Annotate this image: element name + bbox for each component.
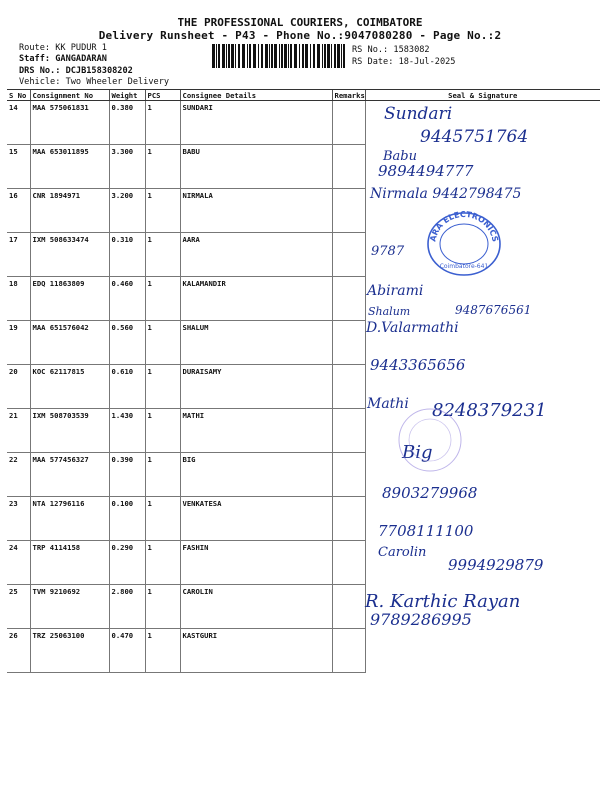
table-row bbox=[7, 541, 600, 585]
cell-sno: 21 bbox=[7, 409, 30, 453]
table-row bbox=[7, 365, 600, 409]
barcode bbox=[212, 44, 345, 68]
cell-seal-signature bbox=[365, 145, 600, 189]
cell-consignee: AARA bbox=[180, 233, 332, 277]
phone-row-26: 9789286995 bbox=[370, 610, 472, 629]
signature-row-25: Carolin bbox=[378, 545, 427, 560]
barcode-bar bbox=[299, 44, 300, 68]
cell-consignee: BABU bbox=[180, 145, 332, 189]
barcode-bar bbox=[242, 44, 245, 68]
cell-sno: 15 bbox=[7, 145, 30, 189]
cell-consignee: NIRMALA bbox=[180, 189, 332, 233]
barcode-bar bbox=[290, 44, 292, 68]
phone-row-20: 9443365656 bbox=[370, 356, 466, 374]
cell-weight: 1.430 bbox=[109, 409, 145, 453]
signature-row-23: 8903279968 bbox=[382, 484, 478, 502]
cell-consignment-no: MAA 575061831 bbox=[30, 101, 109, 145]
barcode-bar bbox=[261, 44, 263, 68]
cell-sno: 22 bbox=[7, 453, 30, 497]
cell-pcs: 1 bbox=[145, 497, 180, 541]
signature-row-19: Shalum bbox=[368, 305, 411, 318]
barcode-bar bbox=[279, 44, 280, 68]
cell-consignment-no: IXM 508633474 bbox=[30, 233, 109, 277]
barcode-bar bbox=[305, 44, 308, 68]
staff-label: Staff: GANGADARAN bbox=[19, 54, 107, 64]
cell-consignee: CAROLIN bbox=[180, 585, 332, 629]
cell-consignment-no: TRZ 25063100 bbox=[30, 629, 109, 673]
cell-weight: 0.100 bbox=[109, 497, 145, 541]
table-header-row bbox=[7, 90, 600, 101]
barcode-bar bbox=[284, 44, 287, 68]
barcode-bar bbox=[317, 44, 320, 68]
cell-remarks bbox=[332, 629, 365, 673]
cell-seal-signature bbox=[365, 585, 600, 629]
cell-seal-signature bbox=[365, 321, 600, 365]
barcode-bar bbox=[247, 44, 248, 68]
barcode-bar bbox=[334, 44, 336, 68]
cell-pcs: 1 bbox=[145, 145, 180, 189]
barcode-bar bbox=[218, 44, 220, 68]
barcode-bar bbox=[324, 44, 326, 68]
signature-row-26: R. Karthic Rayan bbox=[365, 591, 521, 612]
barcode-bar bbox=[216, 44, 217, 68]
cell-remarks bbox=[332, 541, 365, 585]
cell-consignment-no: TRP 4114158 bbox=[30, 541, 109, 585]
barcode-bar bbox=[322, 44, 323, 68]
signature-row-20: D.Valarmathi bbox=[366, 320, 459, 336]
barcode-bar bbox=[212, 44, 215, 68]
cell-sno: 20 bbox=[7, 365, 30, 409]
barcode-bar bbox=[294, 44, 297, 68]
cell-remarks bbox=[332, 365, 365, 409]
barcode-bar bbox=[302, 44, 304, 68]
table-row bbox=[7, 277, 600, 321]
rs-date: RS Date: 18-Jul-2025 bbox=[352, 57, 456, 67]
cell-pcs: 1 bbox=[145, 277, 180, 321]
column-header-sno: S No bbox=[7, 90, 30, 101]
cell-sno: 18 bbox=[7, 277, 30, 321]
table-row bbox=[7, 145, 600, 189]
table-row bbox=[7, 321, 600, 365]
barcode-bar bbox=[274, 44, 277, 68]
cell-sno: 23 bbox=[7, 497, 30, 541]
cell-consignee: MATHI bbox=[180, 409, 332, 453]
cell-consignee: SUNDARI bbox=[180, 101, 332, 145]
cell-remarks bbox=[332, 233, 365, 277]
cell-sno: 17 bbox=[7, 233, 30, 277]
column-header-consignee: Consignee Details bbox=[180, 90, 332, 101]
column-header-consignment: Consignment No bbox=[30, 90, 109, 101]
barcode-bar bbox=[288, 44, 289, 68]
cell-consignee: SHALUM bbox=[180, 321, 332, 365]
cell-sno: 14 bbox=[7, 101, 30, 145]
cell-seal-signature bbox=[365, 277, 600, 321]
cell-sno: 24 bbox=[7, 541, 30, 585]
barcode-bar bbox=[265, 44, 268, 68]
cell-consignment-no: MAA 651576042 bbox=[30, 321, 109, 365]
signature-row-17: 9787 bbox=[371, 244, 405, 259]
phone-row-19: 9487676561 bbox=[455, 303, 532, 317]
cell-pcs: 1 bbox=[145, 233, 180, 277]
barcode-bar bbox=[226, 44, 227, 68]
cell-remarks bbox=[332, 497, 365, 541]
signature-row-21: Mathi bbox=[367, 396, 409, 412]
cell-consignment-no: KOC 62117815 bbox=[30, 365, 109, 409]
table-row bbox=[7, 497, 600, 541]
barcode-bar bbox=[331, 44, 332, 68]
phone-row-15: 9894494777 bbox=[378, 162, 474, 180]
barcode-bar bbox=[253, 44, 256, 68]
stamp-text: ARA ELECTRONICS bbox=[428, 210, 500, 243]
table-row bbox=[7, 453, 600, 497]
svg-text:ARA ELECTRONICS bbox=[428, 210, 499, 243]
cell-consignee: KALAMANDIR bbox=[180, 277, 332, 321]
runsheet-title: Delivery Runsheet - P43 - Phone No.:9047080280 - Page No.:2 bbox=[98, 29, 502, 42]
cell-consignee: KASTGURI bbox=[180, 629, 332, 673]
cell-pcs: 1 bbox=[145, 629, 180, 673]
column-header-remarks: Remarks bbox=[332, 90, 365, 101]
barcode-bar bbox=[249, 44, 251, 68]
cell-consignee: BIG bbox=[180, 453, 332, 497]
signature-row-22: Big bbox=[402, 442, 433, 463]
cell-weight: 3.200 bbox=[109, 189, 145, 233]
cell-remarks bbox=[332, 585, 365, 629]
column-header-seal-signature: Seal & Signature bbox=[365, 90, 600, 101]
rs-number: RS No.: 1583082 bbox=[352, 45, 430, 55]
cell-seal-signature bbox=[365, 365, 600, 409]
table-row bbox=[7, 629, 600, 673]
cell-weight: 0.390 bbox=[109, 453, 145, 497]
table-row bbox=[7, 409, 600, 453]
phone-row-25: 9994929879 bbox=[448, 556, 544, 574]
cell-pcs: 1 bbox=[145, 453, 180, 497]
barcode-bar bbox=[269, 44, 270, 68]
signature-row-18: Abirami bbox=[367, 283, 424, 299]
table-row bbox=[7, 585, 600, 629]
cell-remarks bbox=[332, 321, 365, 365]
company-stamp bbox=[425, 210, 503, 278]
cell-weight: 0.310 bbox=[109, 233, 145, 277]
barcode-bar bbox=[222, 44, 225, 68]
cell-seal-signature bbox=[365, 541, 600, 585]
cell-consignee: FASHIN bbox=[180, 541, 332, 585]
barcode-bar bbox=[310, 44, 311, 68]
column-header-weight: Weight bbox=[109, 90, 145, 101]
column-header-pcs: PCS bbox=[145, 90, 180, 101]
route-label: Route: KK PUDUR 1 bbox=[19, 43, 107, 53]
cell-weight: 0.610 bbox=[109, 365, 145, 409]
cell-sno: 25 bbox=[7, 585, 30, 629]
table-row bbox=[7, 189, 600, 233]
cell-weight: 0.380 bbox=[109, 101, 145, 145]
cell-pcs: 1 bbox=[145, 409, 180, 453]
table-row bbox=[7, 233, 600, 277]
cell-consignment-no: IXM 508703539 bbox=[30, 409, 109, 453]
signature-row-24: 7708111100 bbox=[378, 522, 474, 540]
cell-pcs: 1 bbox=[145, 365, 180, 409]
cell-weight: 3.300 bbox=[109, 145, 145, 189]
cell-consignee: VENKATESA bbox=[180, 497, 332, 541]
barcode-bar bbox=[258, 44, 259, 68]
cell-seal-signature bbox=[365, 101, 600, 145]
cell-remarks bbox=[332, 145, 365, 189]
barcode-bar bbox=[343, 44, 345, 68]
cell-consignment-no: NTA 12796116 bbox=[30, 497, 109, 541]
cell-sno: 16 bbox=[7, 189, 30, 233]
table-row bbox=[7, 101, 600, 145]
cell-sno: 26 bbox=[7, 629, 30, 673]
barcode-bar bbox=[341, 44, 342, 68]
cell-consignment-no: TVM 9210692 bbox=[30, 585, 109, 629]
cell-consignment-no: CNR 1894971 bbox=[30, 189, 109, 233]
barcode-bar bbox=[327, 44, 330, 68]
phone-row-14: 9445751764 bbox=[420, 127, 529, 147]
cell-remarks bbox=[332, 453, 365, 497]
cell-remarks bbox=[332, 189, 365, 233]
barcode-bar bbox=[238, 44, 240, 68]
cell-sno: 19 bbox=[7, 321, 30, 365]
stamp-impression bbox=[395, 405, 465, 475]
cell-weight: 0.290 bbox=[109, 541, 145, 585]
cell-seal-signature bbox=[365, 497, 600, 541]
cell-consignment-no: MAA 577456327 bbox=[30, 453, 109, 497]
barcode-bar bbox=[271, 44, 273, 68]
cell-weight: 0.470 bbox=[109, 629, 145, 673]
cell-seal-signature bbox=[365, 629, 600, 673]
barcode-bar bbox=[337, 44, 340, 68]
cell-pcs: 1 bbox=[145, 585, 180, 629]
cell-weight: 2.800 bbox=[109, 585, 145, 629]
barcode-bar bbox=[231, 44, 234, 68]
cell-remarks bbox=[332, 101, 365, 145]
signature-row-14: Sundari bbox=[384, 104, 453, 124]
company-title: THE PROFESSIONAL COURIERS, COIMBATORE bbox=[177, 16, 423, 29]
cell-weight: 0.560 bbox=[109, 321, 145, 365]
barcode-bar bbox=[313, 44, 315, 68]
cell-pcs: 1 bbox=[145, 101, 180, 145]
barcode-bar bbox=[235, 44, 236, 68]
cell-pcs: 1 bbox=[145, 189, 180, 233]
stamp-subtext: Coimbatore-641 bbox=[439, 263, 489, 270]
cell-remarks bbox=[332, 277, 365, 321]
cell-consignee: DURAISAMY bbox=[180, 365, 332, 409]
cell-consignment-no: EDQ 11863809 bbox=[30, 277, 109, 321]
cell-weight: 0.460 bbox=[109, 277, 145, 321]
phone-row-21: 8248379231 bbox=[432, 400, 547, 421]
cell-pcs: 1 bbox=[145, 541, 180, 585]
runsheet-table bbox=[7, 89, 600, 673]
cell-consignment-no: MAA 653011895 bbox=[30, 145, 109, 189]
cell-remarks bbox=[332, 409, 365, 453]
barcode-bar bbox=[228, 44, 230, 68]
signature-row-16: Nirmala 9442798475 bbox=[370, 186, 522, 202]
vehicle-label: Vehicle: Two Wheeler Delivery bbox=[19, 77, 170, 87]
signature-row-15: Babu bbox=[383, 149, 417, 164]
drs-number: DRS No.: DCJB158308202 bbox=[19, 66, 133, 76]
barcode-bar bbox=[281, 44, 283, 68]
cell-pcs: 1 bbox=[145, 321, 180, 365]
